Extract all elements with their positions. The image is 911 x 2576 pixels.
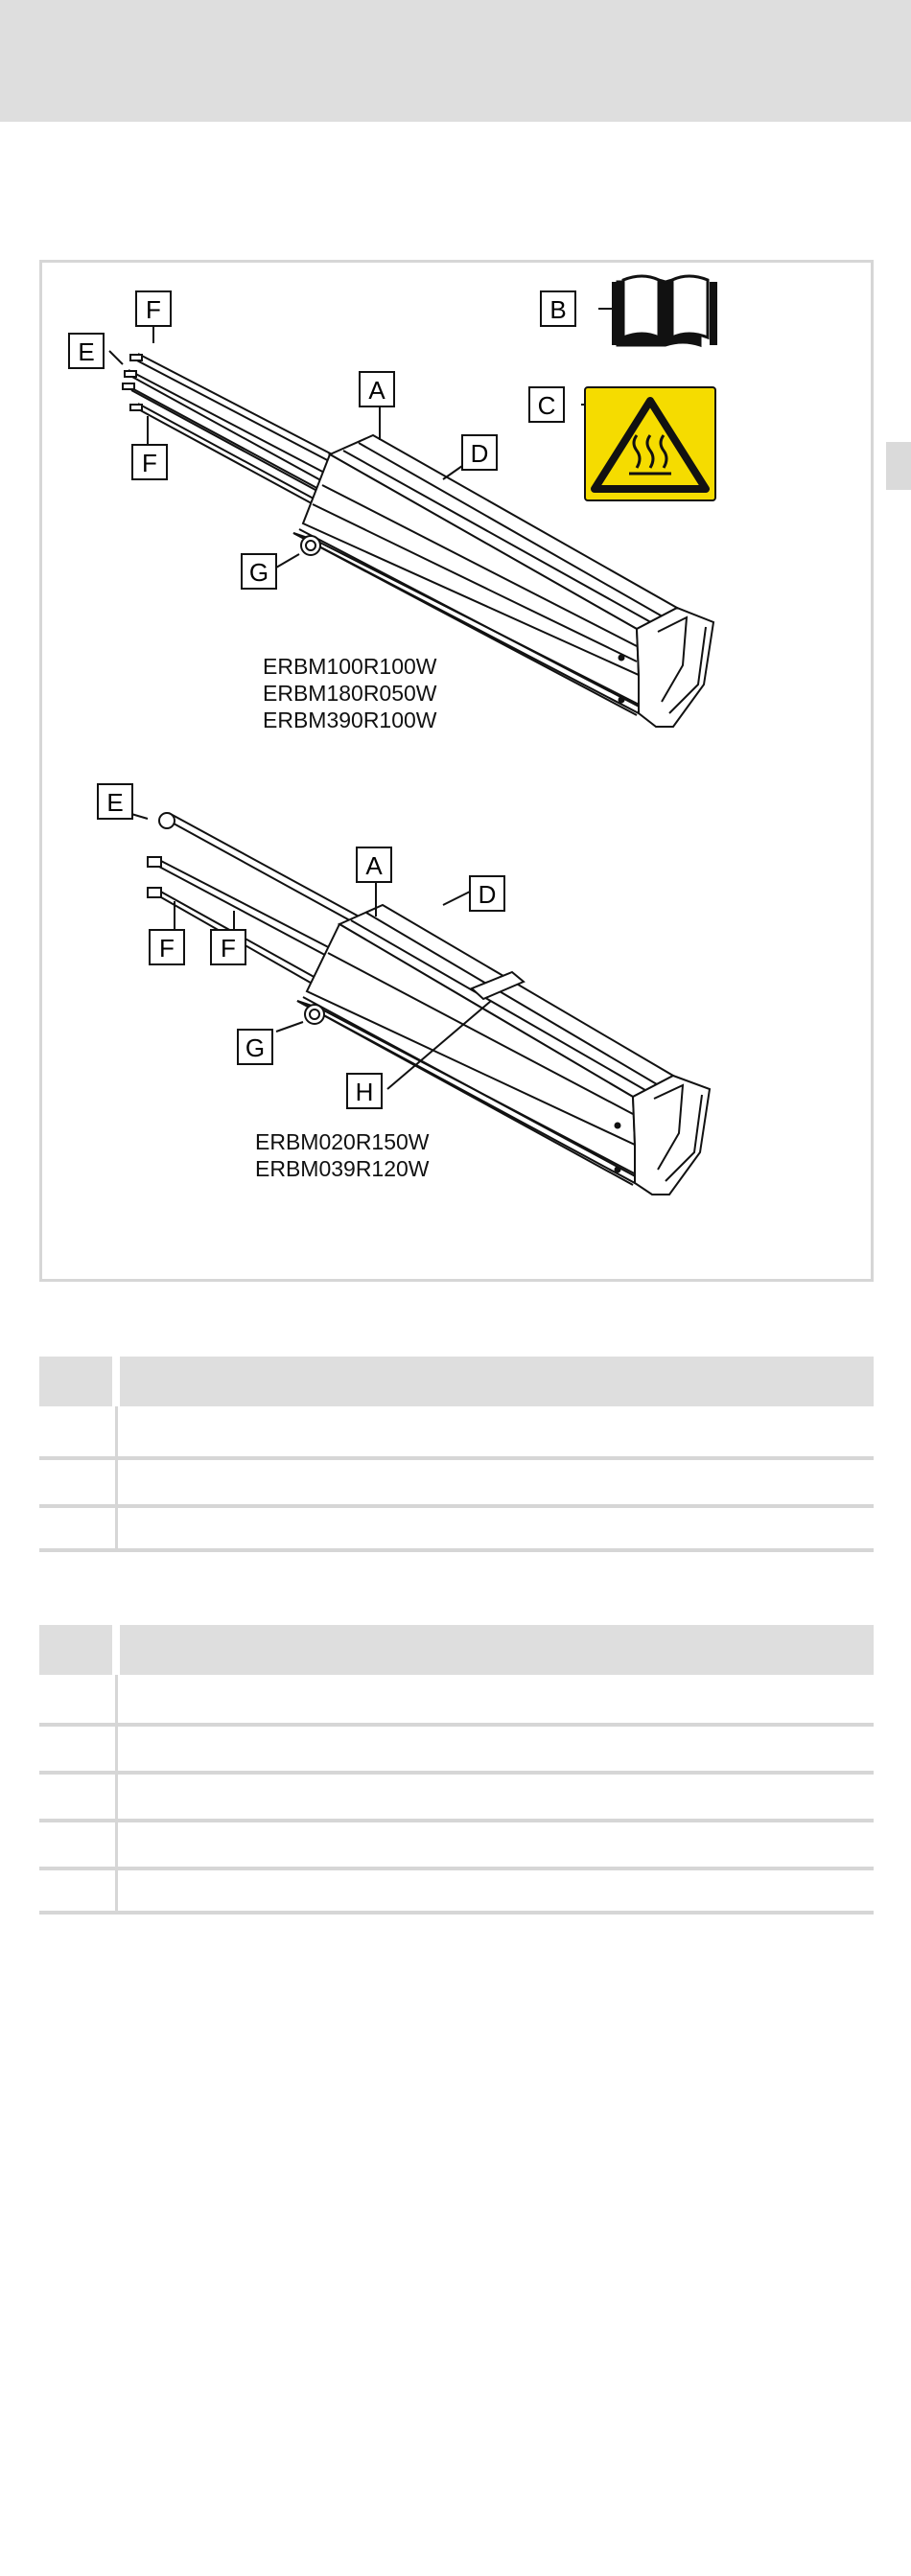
table-1-header-key bbox=[39, 1357, 112, 1406]
table-row bbox=[39, 1675, 874, 1727]
table-1-header bbox=[39, 1357, 874, 1406]
model-lower-1: ERBM020R150W bbox=[255, 1129, 430, 1154]
svg-text:F: F bbox=[221, 934, 236, 963]
label-C bbox=[529, 387, 564, 422]
label-F-lower-2 bbox=[211, 930, 245, 964]
svg-text:G: G bbox=[245, 1033, 266, 1062]
table-row bbox=[39, 1406, 874, 1460]
label-E-lower bbox=[98, 784, 132, 819]
hot-surface-warning-icon bbox=[585, 387, 715, 500]
svg-text:B: B bbox=[549, 295, 567, 324]
label-A-upper bbox=[360, 372, 394, 406]
label-D-upper bbox=[462, 435, 497, 470]
label-E-upper bbox=[69, 334, 104, 368]
label-F-upper bbox=[136, 291, 171, 326]
table-1 bbox=[39, 1357, 874, 1552]
svg-text:A: A bbox=[365, 851, 383, 880]
table-1-header-desc bbox=[120, 1357, 874, 1406]
manual-book-icon bbox=[612, 276, 717, 345]
label-H bbox=[347, 1074, 382, 1108]
table-row bbox=[39, 1870, 874, 1915]
svg-text:G: G bbox=[248, 558, 269, 587]
svg-text:F: F bbox=[159, 934, 175, 963]
table-row bbox=[39, 1508, 874, 1552]
model-upper-1: ERBM100R100W bbox=[263, 654, 437, 679]
page-header-band bbox=[0, 0, 911, 122]
svg-text:F: F bbox=[146, 295, 161, 324]
chapter-side-tab bbox=[886, 442, 911, 490]
table-2-header bbox=[39, 1625, 874, 1675]
table-row bbox=[39, 1727, 874, 1775]
svg-text:D: D bbox=[478, 880, 497, 909]
table-row bbox=[39, 1775, 874, 1822]
model-upper-3: ERBM390R100W bbox=[263, 708, 437, 732]
table-2-header-key bbox=[39, 1625, 112, 1675]
table-row bbox=[39, 1822, 874, 1870]
label-G-upper bbox=[242, 554, 276, 589]
model-upper-2: ERBM180R050W bbox=[263, 681, 437, 706]
table-row bbox=[39, 1460, 874, 1508]
svg-text:D: D bbox=[470, 439, 489, 468]
svg-text:E: E bbox=[78, 337, 95, 366]
label-G-lower bbox=[238, 1030, 272, 1064]
label-A-lower bbox=[357, 847, 391, 882]
svg-text:A: A bbox=[368, 376, 385, 405]
svg-text:E: E bbox=[106, 788, 124, 817]
label-D-lower bbox=[470, 876, 504, 911]
svg-text:C: C bbox=[537, 391, 556, 420]
figure-frame bbox=[39, 260, 874, 1282]
table-2-header-desc bbox=[120, 1625, 874, 1675]
label-F-lower-1 bbox=[150, 930, 184, 964]
table-2 bbox=[39, 1625, 874, 1915]
svg-text:H: H bbox=[355, 1078, 374, 1106]
svg-text:F: F bbox=[142, 449, 157, 477]
label-F-upper-2 bbox=[132, 445, 167, 479]
label-B bbox=[541, 291, 575, 326]
figure-drawing bbox=[42, 263, 871, 1279]
model-lower-2: ERBM039R120W bbox=[255, 1156, 430, 1181]
